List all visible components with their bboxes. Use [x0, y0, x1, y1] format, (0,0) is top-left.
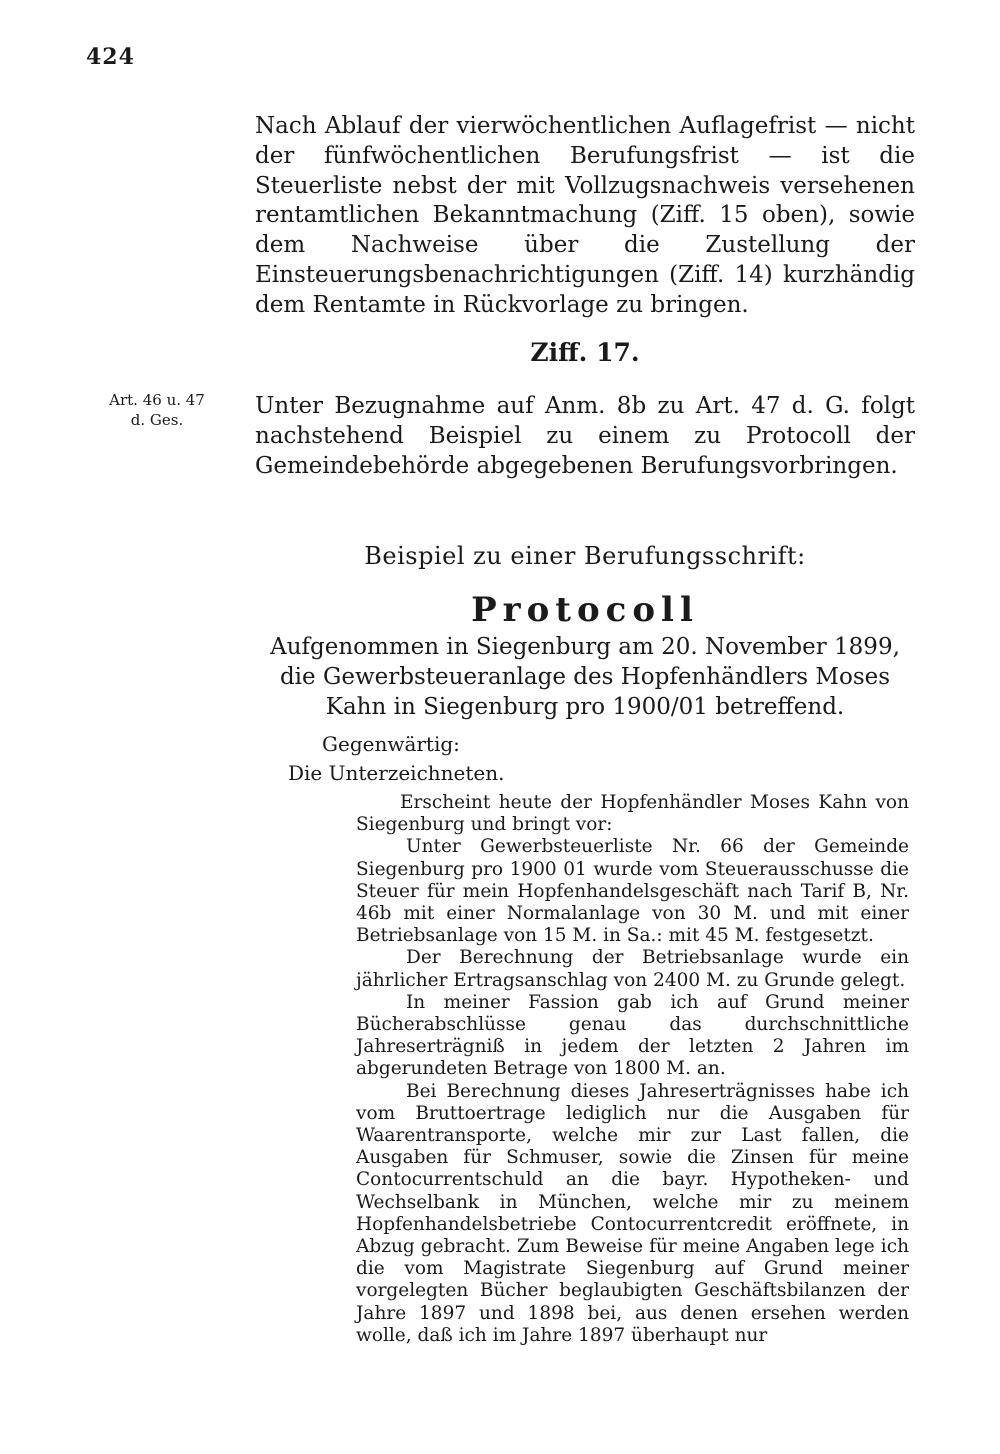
present-label: Gegenwärtig:	[322, 732, 460, 756]
signers-label: Die Unterzeichneten.	[288, 761, 505, 785]
section-title: Ziff. 17.	[530, 338, 640, 367]
paragraph-reference	[255, 392, 915, 481]
protocol-intro: Aufgenommen in Siegenburg am 20. November 1899, die Gewerbsteueranlage des Hopfenhändlers Moses Kahn in Siegenburg pro 1900/01 betreffend.	[270, 634, 900, 720]
margin-note	[92, 390, 222, 430]
body-paragraph: Erscheint heute der Hopfenhändler Moses Kahn von Siegenburg und bringt vor:	[356, 792, 909, 836]
paragraph-submission-deadline	[255, 112, 915, 321]
example-heading: Beispiel zu einer Berufungsschrift:	[364, 542, 806, 570]
protocol-heading: Protocoll	[471, 590, 699, 630]
paragraph-text: Nach Ablauf der vierwöchentlichen Auflagefrist — nicht der fünfwöchentlichen Berufungsfrist — ist die Steuerliste nebst der mit Vollzugsnachweis versehenen rentamtlichen Bekanntmachung (Ziff. 15 oben), sowie dem Nachweise über die Zustellung der Einsteuerungsbenachrichtigungen (Ziff. 14) kurzhändig dem Rentamte in Rückvorlage zu bringen.	[255, 113, 915, 318]
protocol-body	[356, 792, 909, 1347]
body-paragraph: In meiner Fassion gab ich auf Grund meiner Bücherabschlüsse genau das durchschnittliche Jahreserträgniß in jedem der letzten 2 Jahren im abgerundeten Betrage von 1800 M. an.	[356, 991, 909, 1080]
body-paragraph: Unter Gewerbsteuerliste Nr. 66 der Gemeinde Siegenburg pro 1900 01 wurde vom Steuerausschusse die Steuer für mein Hopfenhandelsgeschäft nach Tarif B, Nr. 46b mit einer Normalanlage von 30 M. und mit einer Betriebsanlage von 15 M. in Sa.: mit 45 M. festgesetzt.	[356, 836, 909, 947]
margin-note-line: d. Ges.	[130, 411, 184, 429]
page-number: 424	[86, 44, 135, 70]
body-paragraph: Der Berechnung der Betriebsanlage wurde ein jährlicher Ertragsanschlag von 2400 M. zu Grunde gelegt.	[356, 947, 909, 991]
margin-note-line: Art. 46 u. 47	[109, 391, 205, 409]
body-paragraph: Bei Berechnung dieses Jahreserträgnisses habe ich vom Bruttoertrage lediglich nur die Ausgaben für Waarentransporte, welche mir zur Last fallen, die Ausgaben für Schmuser, sowie die Zinsen für meine Contocurrentschuld an die bayr. Hypotheken- und Wechselbank in München, welche mir zu meinem Hopfenhandelsbetriebe Contocurrentcredit eröffnete, in Abzug gebracht. Zum Beweise für meine Angaben lege ich die vom Magistrate Siegenburg auf Grund meiner vorgelegten Bücher beglaubigten Geschäftsbilanzen der Jahre 1897 und 1898 bei, aus denen ersehen werden wolle, daß ich im Jahre 1897 überhaupt nur	[356, 1080, 909, 1346]
paragraph-text: Unter Bezugnahme auf Anm. 8b zu Art. 47 d. G. folgt nachstehend Beispiel zu einem zu Protocoll der Gemeindebehörde abgegebenen Berufungsvorbringen.	[255, 393, 915, 479]
